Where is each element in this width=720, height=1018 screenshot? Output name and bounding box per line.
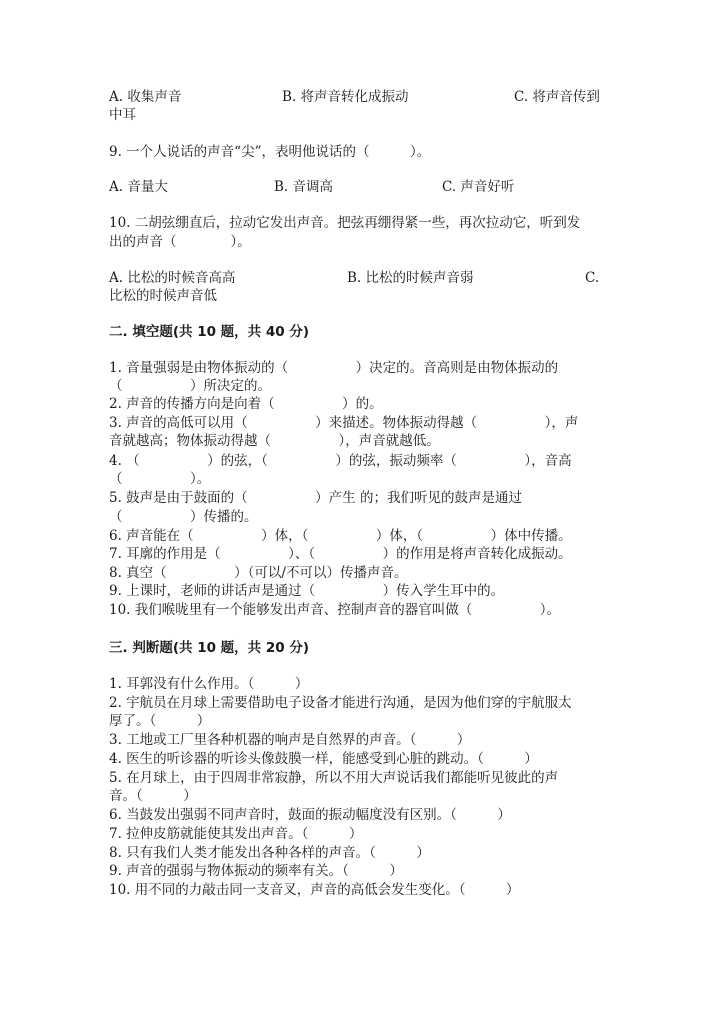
section2-line: 5. 鼓声是由于鼓面的（ ）产生 的；我们听见的鼓声是通过 [109, 490, 522, 506]
q8-option-b: B. 将声音转化成振动 [282, 89, 409, 105]
section3-line: 9. 声音的强弱与物体振动的频率有关。（ ） [109, 863, 403, 879]
section2-line: 音就越高；物体振动得越（ ），声音就越低。 [109, 433, 440, 449]
section2-line: 4. （ ）的弦，（ ）的弦，振动频率（ ），音高 [109, 453, 572, 469]
section2-line: 1. 音量强弱是由物体振动的（ ）决定的。音高则是由物体振动的 [109, 360, 559, 376]
section2-line: （ ）所决定的。 [109, 378, 271, 394]
section2-line: （ ）。 [109, 471, 211, 487]
q9-stem: 9. 一个人说话的声音“尖”，表明他说话的（ ）。 [109, 144, 431, 160]
section2-title: 二. 填空题(共 10 题，共 40 分) [109, 324, 310, 340]
q8-option-a: A. 收集声音 [109, 89, 182, 105]
section3-line: 5. 在月球上，由于四周非常寂静，所以不用大声说话我们都能听见彼此的声 [109, 770, 559, 786]
section3-line: 7. 拉伸皮筋就能使其发出声音。（ ） [109, 826, 363, 842]
q8-option-c: C. 将声音传到 [514, 89, 600, 105]
section3-line: 3. 工地或工厂里各种机器的响声是自然界的声音。（ ） [109, 732, 471, 748]
section2-line: 6. 声音能在（ ）体，（ ）体，（ ）体中传播。 [109, 528, 572, 544]
section2-line: 9. 上课时，老师的讲话声是通过（ ）传入学生耳中的。 [109, 583, 505, 599]
section2-line: 7. 耳廓的作用是（ ）、（ ）的作用是将声音转化成振动。 [109, 546, 572, 562]
section3-title: 三. 判断题(共 10 题，共 20 分) [109, 640, 310, 656]
q10-option-c: C. [585, 270, 600, 286]
section2-line: （ ）传播的。 [109, 509, 258, 525]
section3-line: 2. 宇航员在月球上需要借助电子设备才能进行沟通，是因为他们穿的宇航服太 [109, 695, 572, 711]
q9-option-a: A. 音量大 [109, 179, 168, 195]
section2-line: 8. 真空（ ）（可以/不可以）传播声音。 [109, 565, 408, 581]
section3-line: 6. 当鼓发出强弱不同声音时，鼓面的振动幅度没有区别。（ ） [109, 807, 511, 823]
section3-line: 音。（ ） [109, 788, 197, 804]
q8-option-c-continued: 中耳 [109, 107, 136, 123]
section3-line: 8. 只有我们人类才能发出各种各样的声音。（ ） [109, 845, 430, 861]
section2-line: 10. 我们喉咙里有一个能够发出声音、控制声音的器官叫做（ ）。 [109, 602, 561, 618]
q10-stem-line2: 出的声音（ ）。 [109, 234, 251, 250]
section3-line: 4. 医生的听诊器的听诊头像鼓膜一样，能感受到心脏的跳动。（ ） [109, 751, 538, 767]
section3-line: 10. 用不同的力敲击同一支音叉，声音的高低会发生变化。（ ） [109, 882, 520, 898]
section3-line: 厚了。（ ） [109, 713, 211, 729]
q9-option-c: C. 声音好听 [442, 179, 515, 195]
section2-line: 2. 声音的传播方向是向着（ ）的。 [109, 396, 383, 412]
section2-line: 3. 声音的高低可以用（ ）来描述。物体振动得越（ ），声 [109, 415, 579, 431]
section3-line: 1. 耳郭没有什么作用。（ ） [109, 676, 309, 692]
q9-option-b: B. 音调高 [274, 179, 334, 195]
q10-option-c-continued: 比松的时候声音低 [109, 288, 217, 304]
q10-stem-line1: 10. 二胡弦绷直后，拉动它发出声音。把弦再绷得紧一些，再次拉动它，听到发 [109, 215, 581, 231]
q10-option-b: B. 比松的时候声音弱 [347, 270, 474, 286]
q10-option-a: A. 比松的时候音高高 [109, 270, 236, 286]
